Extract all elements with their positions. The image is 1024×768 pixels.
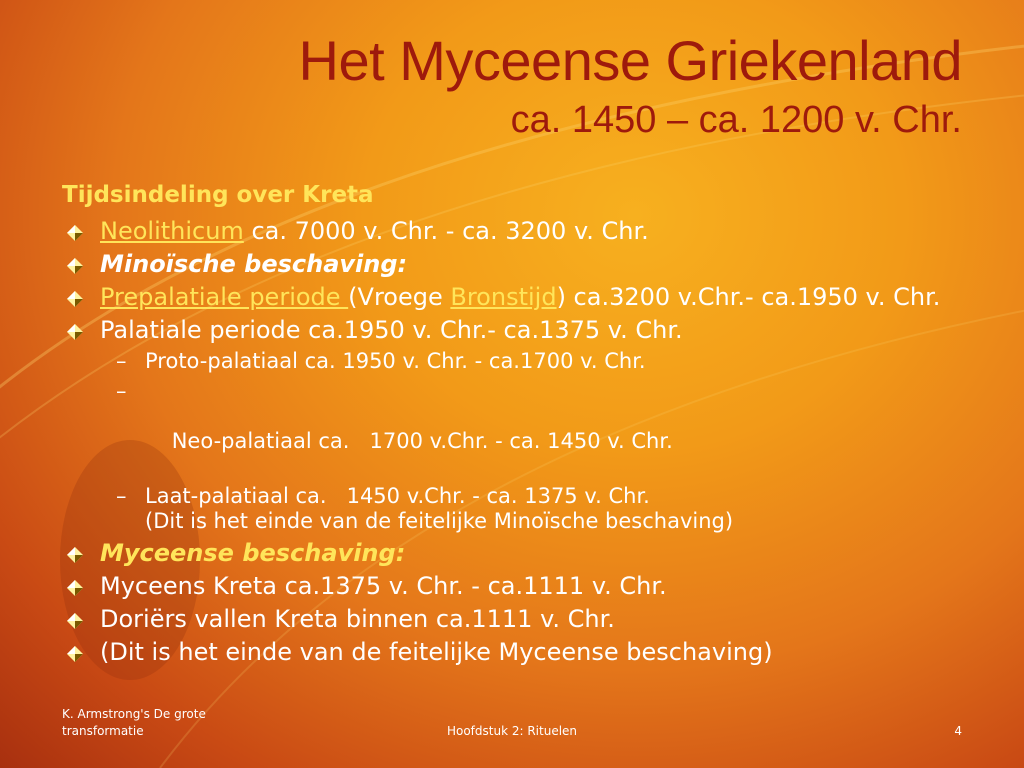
list-item-palatiale	[62, 316, 962, 344]
diamond-bullet-icon	[66, 612, 84, 630]
myceense-heading: Myceense beschaving:	[100, 539, 406, 567]
diamond-bullet-icon	[66, 257, 84, 275]
neo-text: Neo-palatiaal ca. 1700 v.Chr. - ca. 1450 v. Chr.	[171, 429, 673, 453]
slide-title	[299, 30, 962, 144]
sub-item-laat	[62, 484, 962, 534]
list-item-doriers	[62, 605, 962, 633]
diamond-bullet-icon	[66, 546, 84, 564]
myceens-kreta-text: Myceens Kreta ca.1375 v. Chr. - ca.1111 v. Chr.	[100, 572, 667, 600]
list-item-minoische	[62, 250, 962, 278]
diamond-bullet-icon	[66, 645, 84, 663]
footer-center: Hoofdstuk 2: Rituelen	[446, 724, 578, 738]
palatiale-text: Palatiale periode ca.1950 v. Chr.- ca.1375 v. Chr.	[100, 316, 683, 344]
dash-bullet: –	[116, 484, 127, 508]
prepalatiale-dates: ) ca.3200 v.Chr.- ca.1950 v. Chr.	[556, 283, 941, 311]
slide-content	[62, 178, 962, 666]
list-item-prepalatiale	[62, 283, 962, 311]
list-item-myceens-kreta	[62, 572, 962, 600]
sub-item-proto	[62, 349, 962, 374]
prepalatiale-link[interactable]: Prepalatiale periode	[100, 283, 349, 311]
minoische-heading: Minoïsche beschaving:	[100, 250, 408, 278]
diamond-bullet-icon	[66, 579, 84, 597]
list-item-myceense	[62, 539, 962, 567]
diamond-bullet-icon	[66, 224, 84, 242]
prepalatiale-text: (Vroege	[348, 283, 451, 311]
bronstijd-link[interactable]: Bronstijd	[450, 283, 557, 311]
diamond-bullet-icon	[66, 323, 84, 341]
page-number: 4	[954, 724, 962, 738]
title-main: Het Myceense Griekenland	[298, 29, 962, 92]
laat-note: (Dit is het einde van de feitelijke Minoïsche beschaving)	[145, 509, 734, 533]
section-heading: Tijdsindeling over Kreta	[62, 182, 374, 208]
einde-myceens-text: (Dit is het einde van de feitelijke Myceense beschaving)	[100, 638, 773, 666]
diamond-bullet-icon	[66, 290, 84, 308]
footer-left: K. Armstrong's De grote transformatie	[62, 707, 206, 738]
laat-text: Laat-palatiaal ca. 1450 v.Chr. - ca. 1375 v. Chr.	[145, 484, 650, 508]
sub-item-neo	[62, 379, 962, 479]
dash-bullet: –	[116, 379, 127, 403]
list-item-einde-myceens	[62, 638, 962, 666]
list-item-neolithicum	[62, 217, 962, 245]
proto-text: Proto-palatiaal ca. 1950 v. Chr. - ca.1700 v. Chr.	[145, 349, 646, 373]
title-subtitle: ca. 1450 – ca. 1200 v. Chr.	[510, 99, 962, 141]
doriers-text: Doriërs vallen Kreta binnen ca.1111 v. Chr.	[100, 605, 615, 633]
dash-bullet: –	[116, 349, 127, 373]
neolithicum-dates: ca. 7000 v. Chr. - ca. 3200 v. Chr.	[243, 217, 649, 245]
neolithicum-link[interactable]: Neolithicum	[100, 217, 244, 245]
